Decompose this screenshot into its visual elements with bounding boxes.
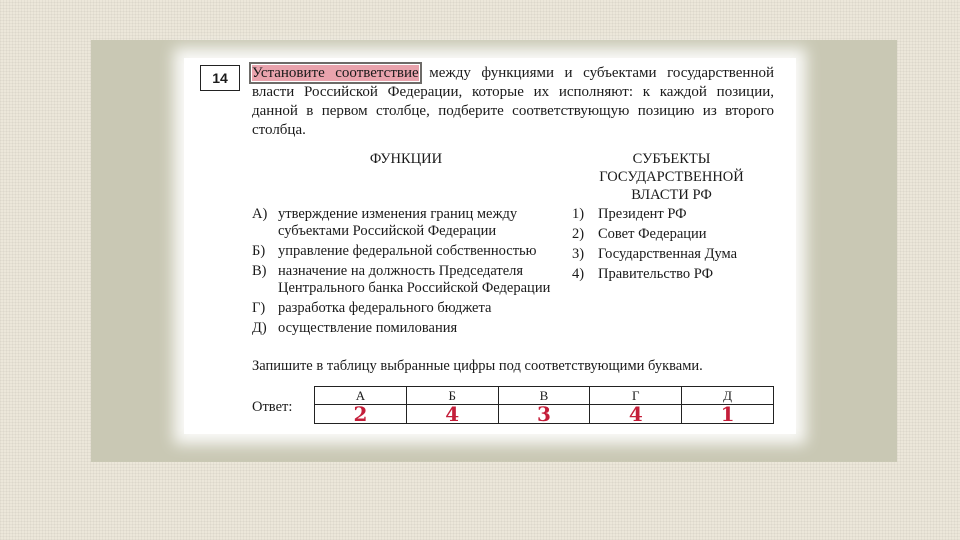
- function-item: [252, 263, 557, 297]
- subject-marker: 4): [572, 266, 585, 282]
- answer-value: 4: [590, 405, 682, 424]
- subjects-header: СУБЪЕКТЫ ГОСУДАРСТВЕННОЙ ВЛАСТИ РФ: [599, 151, 744, 203]
- subject-item: [572, 266, 777, 283]
- answer-letter: Д: [682, 387, 774, 405]
- function-item: [252, 206, 557, 240]
- subject-text: Совет Федерации: [598, 226, 707, 242]
- function-item: [252, 300, 557, 317]
- function-marker: В): [252, 263, 267, 279]
- instruction-text: Запишите в таблицу выбранные цифры под соответствующими буквами.: [252, 358, 703, 374]
- answer-value: 1: [682, 405, 774, 424]
- function-text: разработка федерального бюджета: [278, 300, 492, 316]
- function-text: осуществление помилования: [278, 320, 458, 336]
- subject-text: Правительство РФ: [598, 266, 714, 282]
- functions-list: [252, 206, 557, 340]
- function-marker: Г): [252, 300, 266, 316]
- subject-marker: 2): [572, 226, 585, 242]
- subject-marker: 1): [572, 206, 585, 222]
- subject-item: [572, 246, 777, 263]
- answer-table: [314, 386, 774, 424]
- function-text: назначение на должность Председателя Центрального банка Российской Федерации: [278, 263, 551, 296]
- subjects-list: [572, 206, 777, 286]
- exam-document: [196, 62, 781, 428]
- subject-item: [572, 206, 777, 223]
- function-marker: Д): [252, 320, 267, 336]
- function-text: управление федеральной собственностью: [278, 243, 537, 259]
- subject-text: Государственная Дума: [598, 246, 738, 262]
- answer-label: Ответ:: [252, 399, 293, 415]
- subject-item: [572, 226, 777, 243]
- task-number-box: 14: [200, 65, 240, 91]
- highlighted-phrase: Установите соответствие: [252, 65, 419, 81]
- function-item: [252, 320, 557, 337]
- functions-header: ФУНКЦИИ: [369, 151, 443, 167]
- prompt-text: между функциями и субъектами государственной власти Российской Федерации, которые их исполняют: к каждой позиции, данной в первом столбце, подберите соответствующую позицию из второго столбца.: [252, 65, 775, 138]
- answer-value: 2: [315, 405, 407, 424]
- answer-letter: А: [315, 387, 407, 405]
- function-marker: А): [252, 206, 268, 222]
- answer-letter: Г: [590, 387, 682, 405]
- answer-value: 4: [406, 405, 498, 424]
- function-text: утверждение изменения границ между субъектами Российской Федерации: [278, 206, 518, 239]
- answer-letter: Б: [406, 387, 498, 405]
- subject-text: Президент РФ: [598, 206, 687, 222]
- answer-value: 3: [498, 405, 590, 424]
- function-marker: Б): [252, 243, 266, 259]
- task-prompt: [252, 64, 774, 140]
- subject-marker: 3): [572, 246, 585, 262]
- function-item: [252, 243, 557, 260]
- answer-letter: В: [498, 387, 590, 405]
